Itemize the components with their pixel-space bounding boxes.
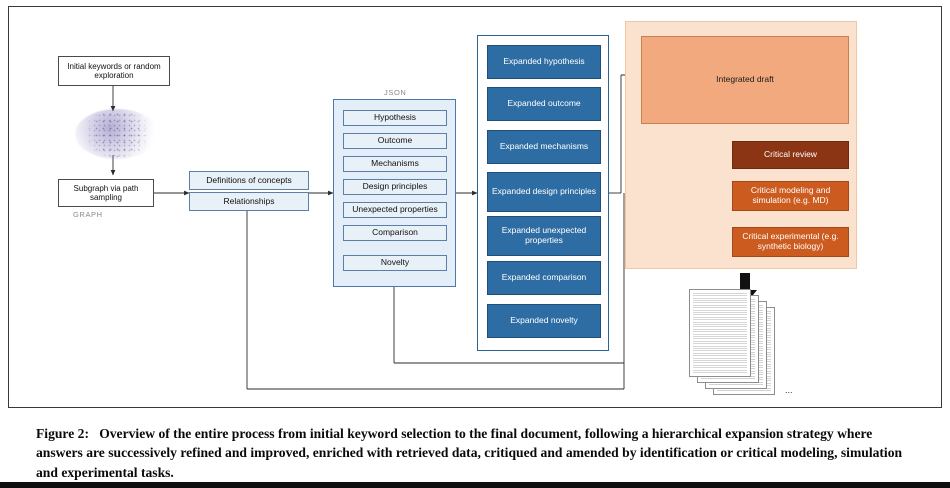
json-item-unexpected-properties-label: Unexpected properties [352, 204, 438, 215]
figure-caption-text: Overview of the entire process from initial keyword selection to the final document, following a hierarchical expansion strategy where answers are successively refined and improved, enriched with retrieved data, critiqued and amended by identification or critical modeling, simulation and experimental tasks. [36, 426, 903, 480]
json-item-outcome[interactable] [343, 133, 447, 149]
json-item-comparison-label: Comparison [372, 227, 418, 238]
node-critical-modeling-label: Critical modeling and simulation (e.g. MD) [750, 185, 831, 205]
json-item-mechanisms[interactable] [343, 156, 447, 172]
node-critical-experimental-label: Critical experimental (e.g. synthetic biology) [742, 231, 839, 251]
node-critical-experimental[interactable] [732, 227, 849, 257]
expanded-item-outcome[interactable] [487, 87, 601, 121]
expanded-item-comparison[interactable] [487, 261, 601, 295]
node-relationships[interactable] [189, 192, 309, 211]
expanded-item-mechanisms[interactable] [487, 130, 601, 164]
node-relationships-label: Relationships [223, 195, 275, 206]
node-initial-keywords-label: Initial keywords or random exploration [67, 61, 161, 80]
document-ellipsis: ... [785, 385, 793, 395]
expanded-item-design-principles[interactable] [487, 172, 601, 212]
document-page-front [689, 289, 751, 377]
json-item-design-principles-label: Design principles [362, 181, 428, 192]
expanded-item-unexpected-properties[interactable] [487, 216, 601, 256]
page-bottom-bar [0, 482, 950, 488]
json-panel [333, 99, 456, 287]
node-critical-review[interactable] [732, 141, 849, 169]
json-label: JSON [384, 88, 407, 97]
integration-panel [625, 21, 857, 269]
node-integrated-draft[interactable] [641, 36, 849, 124]
node-definitions-of-concepts[interactable] [189, 171, 309, 190]
expanded-item-design-principles-label: Expanded design principles [492, 186, 596, 197]
node-subgraph-path-sampling[interactable] [58, 179, 154, 207]
expanded-item-mechanisms-label: Expanded mechanisms [499, 141, 589, 152]
expanded-item-hypothesis[interactable] [487, 45, 601, 79]
expanded-item-outcome-label: Expanded outcome [507, 98, 581, 109]
json-item-outcome-label: Outcome [377, 135, 413, 146]
json-item-novelty-label: Novelty [380, 257, 410, 268]
expanded-panel [477, 35, 609, 351]
figure-caption [36, 424, 922, 482]
node-integrated-draft-label: Integrated draft [716, 74, 774, 85]
node-initial-keywords[interactable] [58, 56, 170, 86]
json-item-hypothesis[interactable] [343, 110, 447, 126]
graph-blob-nodes [79, 111, 155, 157]
json-item-unexpected-properties[interactable] [343, 202, 447, 218]
graph-label: GRAPH [73, 210, 103, 219]
json-item-novelty[interactable] [343, 255, 447, 271]
figure-caption-label: Figure 2: [36, 426, 89, 441]
json-item-comparison[interactable] [343, 225, 447, 241]
node-subgraph-path-sampling-label: Subgraph via path sampling [73, 183, 139, 202]
expanded-item-novelty[interactable] [487, 304, 601, 338]
json-item-mechanisms-label: Mechanisms [371, 158, 419, 169]
json-item-hypothesis-label: Hypothesis [373, 112, 417, 123]
final-document-stack [689, 289, 809, 401]
expanded-item-novelty-label: Expanded novelty [510, 315, 578, 326]
expanded-item-comparison-label: Expanded comparison [501, 272, 587, 283]
node-critical-modeling[interactable] [732, 181, 849, 211]
node-definitions-label: Definitions of concepts [206, 174, 292, 185]
json-item-design-principles[interactable] [343, 179, 447, 195]
figure-frame [8, 6, 942, 408]
expanded-item-unexpected-properties-label: Expanded unexpected properties [501, 225, 587, 245]
node-critical-review-label: Critical review [764, 149, 817, 160]
expanded-item-hypothesis-label: Expanded hypothesis [503, 56, 585, 67]
